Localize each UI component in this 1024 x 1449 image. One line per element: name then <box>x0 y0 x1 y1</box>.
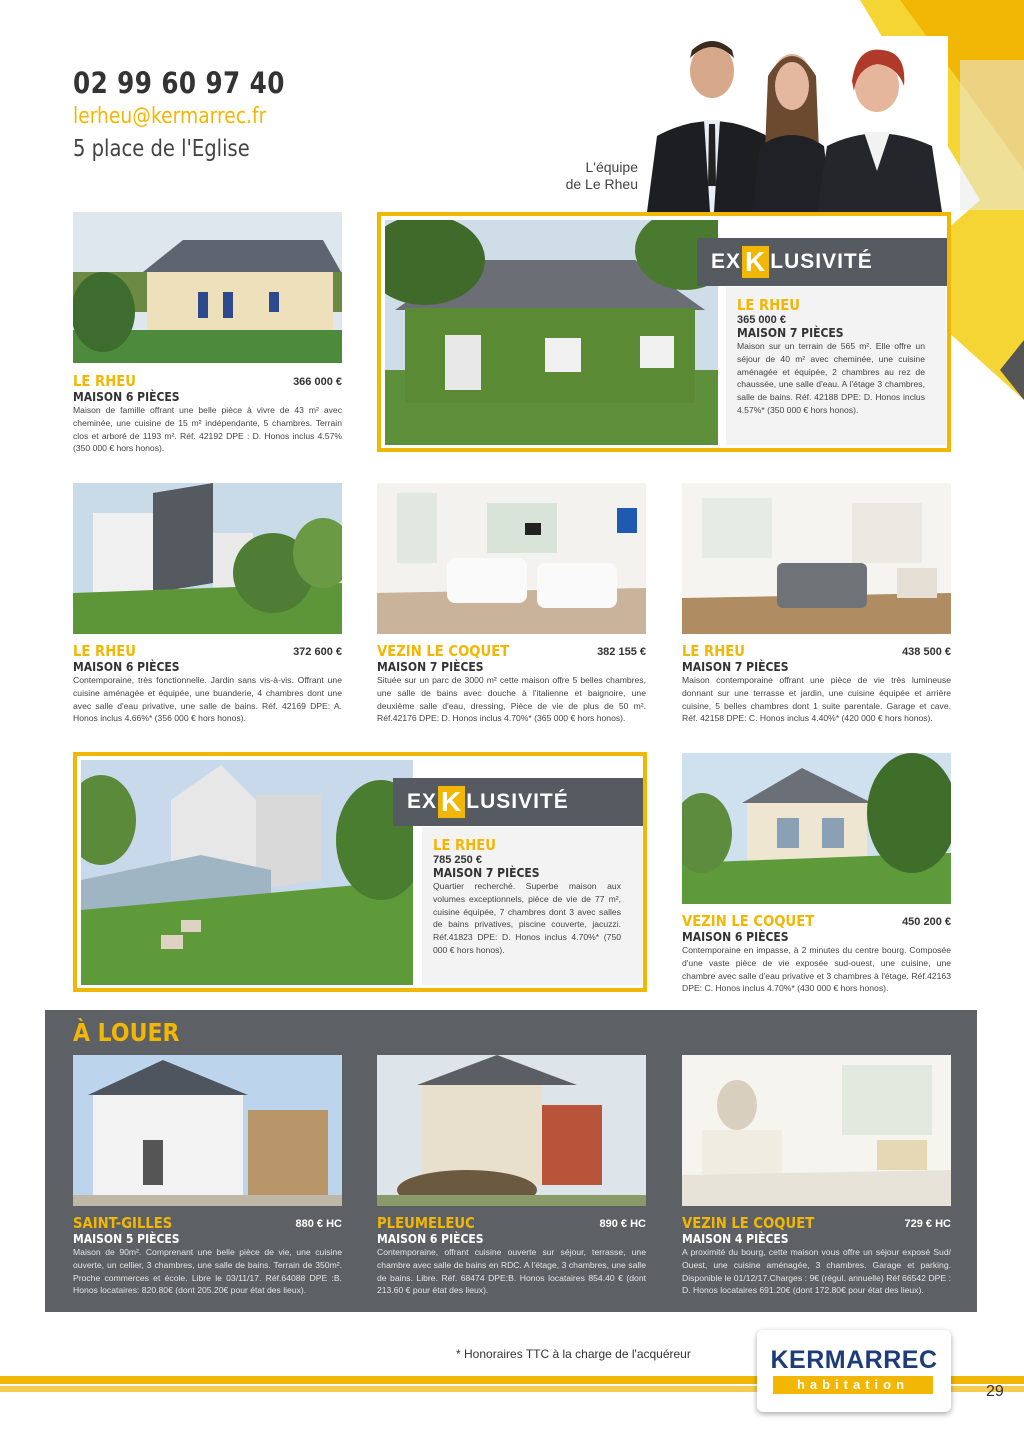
listing-card <box>73 642 342 725</box>
listing-price: 785 250 € <box>433 854 482 866</box>
listing-card <box>377 642 646 725</box>
rental-photo[interactable] <box>377 1055 646 1206</box>
agency-email[interactable]: lerheu@kermarrec.fr <box>73 104 267 129</box>
agency-address: 5 place de l'Eglise <box>73 136 250 162</box>
exclusivity-rest: LUSIVITÉ <box>770 250 873 273</box>
listing-description: Maison contemporaine offrant une pièce de vie très lumineuse donnant sur une terrasse et jardin, une cuisine équipée et arrière cuisine, 5 belles chambres dont 1 suite parentale. Garage et cave. Réf. 42158 DPE: C. Honos inclus 4.40%* (420 000 € hors honos). <box>682 675 951 724</box>
team-caption-line2: de Le Rheu <box>565 176 638 192</box>
rental-photo[interactable] <box>73 1055 342 1206</box>
listing-city: VEZIN LE COQUET <box>682 912 815 930</box>
rental-city: SAINT-GILLES <box>73 1214 173 1232</box>
listing-type: MAISON 6 PIÈCES <box>682 930 789 944</box>
rental-city: VEZIN LE COQUET <box>682 1214 815 1232</box>
listing-description: Quartier recherché. Superbe maison aux volumes exceptionnels, pièce de vie de 77 m², cuisine équipée, 7 chambres dont 3 avec salles de bains privatives, piscine couverte, jacuzzi. Réf.41823 DPE: D. Honos inclus 4.70%* (750 000 € hors honos). <box>433 881 621 955</box>
rentals-title: À LOUER <box>73 1018 180 1047</box>
listing-city: LE RHEU <box>682 642 745 660</box>
rental-type: MAISON 5 PIÈCES <box>73 1232 180 1246</box>
listing-city: LE RHEU <box>73 642 136 660</box>
listing-photo[interactable] <box>682 483 951 634</box>
logo-name: KERMARREC <box>770 1346 938 1374</box>
listing-card <box>73 372 342 455</box>
exclusivity-rest: LUSIVITÉ <box>466 790 569 813</box>
listing-photo[interactable] <box>377 483 646 634</box>
listing-type: MAISON 7 PIÈCES <box>737 326 844 340</box>
listing-card <box>737 296 952 417</box>
listing-description: Contemporaine, très fonctionnelle. Jardin sans vis-à-vis. Offrant une cuisine aménagée et équipée, une buanderie, 4 chambres dont une avec salle d'eau privative, une salle de bains. Réf. 42169 DPE: A. Honos inclus 4.66%* (356 000 € hors honos). <box>73 675 342 724</box>
listing-type: MAISON 7 PIÈCES <box>377 660 484 674</box>
team-photo <box>642 36 948 212</box>
listing-type: MAISON 6 PIÈCES <box>73 660 180 674</box>
rental-description: A proximité du bourg, cette maison vous offre un séjour exposé Sud/ Ouest, une cuisine aménagée, 3 chambres. Garage et parking. Disponible le 01/12/17.Charges : 9€ (régul. annuelle) Réf 66542 DPE : D. Honos locataires 691.20€ (dont 172.80€ pour état des lieux). <box>682 1247 951 1296</box>
listing-type: MAISON 7 PIÈCES <box>433 866 540 880</box>
exclusivity-k: K <box>742 246 769 278</box>
exclusivity-k: K <box>438 786 465 818</box>
exclusivity-ex: EX <box>711 250 742 273</box>
listing-city: LE RHEU <box>73 372 136 390</box>
listing-card <box>682 642 951 725</box>
rental-description: Contemporaine, offrant cuisine ouverte sur séjour, terrasse, une chambre avec salle de bains en RDC. A l'étage, 3 chambres, une salle de bains. Libre. Réf. 68474 DPE:B. Honos locataires 854.40 € (dont 213.60 € pour état des lieux). <box>377 1247 646 1296</box>
rental-type: MAISON 6 PIÈCES <box>377 1232 484 1246</box>
listing-card <box>682 912 951 995</box>
listing-description: Maison de famille offrant une belle pièce à vivre de 43 m² avec cheminée, une cuisine de 15 m² indépendante, 5 chambres. Terrain clos et arboré de 1193 m². Réf. 42192 DPE : D. Honos inclus 4.57% (350 000 € hors honos). <box>73 405 342 454</box>
listing-price: 372 600 € <box>293 646 342 658</box>
listing-photo[interactable] <box>73 212 342 363</box>
listing-description: Située sur un parc de 3000 m² cette maison offre 5 belles chambres, une salle de bains avec douche à l'italienne et baignoire, une deuxième salle d'eau, dressing, Pièce de vie de plus de 50 m². Réf.42176 DPE: D. Honos inclus 4.70%* (365 000 € hors honos). <box>377 675 646 724</box>
listing-city: LE RHEU <box>737 296 800 314</box>
listing-card <box>433 836 623 957</box>
listing-type: MAISON 7 PIÈCES <box>682 660 789 674</box>
team-caption <box>566 159 638 193</box>
rental-city: PLEUMELEUC <box>377 1214 475 1232</box>
rental-price: 729 € HC <box>904 1218 951 1230</box>
exclusivity-ex: EX <box>407 790 438 813</box>
listing-price: 438 500 € <box>902 646 951 658</box>
rental-type: MAISON 4 PIÈCES <box>682 1232 789 1246</box>
page-number: 29 <box>986 1383 1004 1400</box>
fees-footnote: * Honoraires TTC à la charge de l'acquéreur <box>456 1347 691 1361</box>
listing-price: 365 000 € <box>737 314 786 326</box>
kermarrec-logo[interactable] <box>757 1330 951 1412</box>
logo-subtitle: habitation <box>773 1376 933 1394</box>
listing-photo[interactable] <box>73 483 342 634</box>
team-caption-line1: L'équipe <box>585 159 638 175</box>
exclusivity-banner <box>393 778 643 826</box>
listing-photo[interactable] <box>682 753 951 904</box>
rental-card <box>682 1214 951 1297</box>
rental-price: 880 € HC <box>295 1218 342 1230</box>
rental-card <box>377 1214 646 1297</box>
listing-description: Contemporaine en impasse, à 2 minutes du centre bourg. Composée d'une vaste pièce de vie exposée sud-ouest, une cuisine, une chambre avec salle d'eau privative et 3 chambres à l'étage. Réf.42163 DPE: C. Honos inclus 4.70%* (430 000 € hors honos). <box>682 945 951 994</box>
listing-city: VEZIN LE COQUET <box>377 642 510 660</box>
listing-photo[interactable] <box>81 760 413 985</box>
listing-price: 366 000 € <box>293 376 342 388</box>
listing-description: Maison sur un terrain de 565 m². Elle offre un séjour de 40 m² avec cheminée, une cuisine aménagée et équipée, 2 chambres au rez de chaussée, une salle d'eau. A l'étage 3 chambres, salle de bains. Réf. 42188 DPE: D. Honos inclus 4.57%* (350 000 € hors honos). <box>737 341 925 415</box>
rental-photo[interactable] <box>682 1055 951 1206</box>
listing-city: LE RHEU <box>433 836 496 854</box>
agency-phone[interactable]: 02 99 60 97 40 <box>73 66 285 100</box>
exclusivity-banner <box>697 238 947 286</box>
rental-card <box>73 1214 342 1297</box>
listing-price: 382 155 € <box>597 646 646 658</box>
listing-price: 450 200 € <box>902 916 951 928</box>
listing-photo[interactable] <box>385 220 718 445</box>
rental-description: Maison de 90m². Comprenant une belle pièce de vie, une cuisine ouverte, un cellier, 3 chambres, une salle de bains. Terrain de 350m². Proche commerces et école. Libre le 03/11/17. Réf.64088 DPE :B. Honos locataires: 820.80€ (dont 205.20€ pour état des lieux). <box>73 1247 342 1296</box>
rental-price: 890 € HC <box>599 1218 646 1230</box>
listing-type: MAISON 6 PIÈCES <box>73 390 180 404</box>
